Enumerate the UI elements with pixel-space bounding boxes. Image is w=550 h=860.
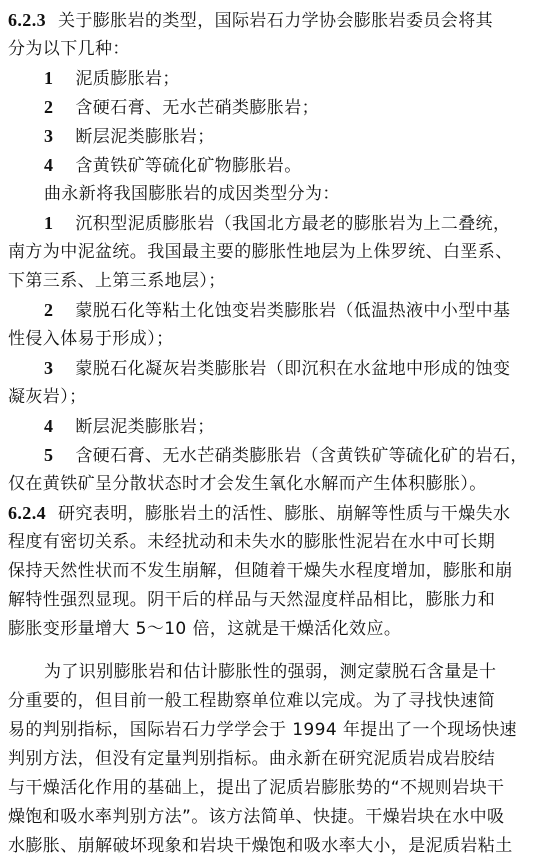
list-item-text: 蒙脱石化凝灰岩类膨胀岩（即沉积在水盆地中形成的蚀变 [75, 359, 511, 379]
section-number: 6.2.3 [8, 10, 46, 30]
list-item [44, 93, 319, 121]
paragraph-text: 膨胀变形量增大 5～10 倍，这就是干燥活化效应。 [8, 619, 402, 639]
list-item [44, 412, 215, 440]
paragraph-line [8, 586, 495, 614]
paragraph-text: 解特性强烈显现。阴干后的样品与天然湿度样品相比，膨胀力和 [8, 590, 496, 610]
list-item [44, 354, 510, 382]
list-item-number: 4 [44, 416, 54, 436]
paragraph-line [8, 745, 495, 773]
list-item-number: 4 [44, 155, 54, 175]
list-item-number: 2 [44, 300, 54, 320]
paragraph-text: 分为以下几种： [8, 39, 130, 59]
paragraph-text: 研究表明，膨胀岩土的活性、膨胀、崩解等性质与干燥失水 [58, 504, 511, 524]
list-item [44, 122, 215, 150]
list-item-number: 5 [44, 445, 54, 465]
list-item-number: 2 [44, 97, 54, 117]
paragraph-line [44, 180, 340, 208]
paragraph-line [8, 35, 130, 63]
paragraph-text: 易的判别指标，国际岩石力学学会于 1994 年提出了一个现场快速 [8, 720, 517, 740]
paragraph-line [8, 267, 226, 295]
paragraph-text: 判别方法，但没有定量判别指标。曲永新在研究泥质岩成岩胶结 [8, 749, 496, 769]
list-item-number: 3 [44, 126, 54, 146]
list-item-number: 1 [44, 68, 54, 88]
paragraph-text: 与干燥活化作用的基础上，提出了泥质岩膨胀势的“不规则岩块干 [8, 778, 505, 798]
paragraph-text: 性侵入体易于形成）； [8, 329, 174, 349]
list-item-text: 蒙脱石化等粘土化蚀变岩类膨胀岩（低温热液中小型中基 [75, 301, 511, 321]
paragraph-text: 水膨胀、崩解破坏现象和岩块干燥饱和吸水率大小，是泥质岩粘土 [8, 836, 513, 856]
paragraph-text: 仅在黄铁矿呈分散状态时才会发生氧化水解而产生体积膨胀）。 [8, 474, 487, 494]
paragraph-line [8, 832, 513, 860]
paragraph-line [8, 687, 495, 715]
list-item-text: 含硬石膏、无水芒硝类膨胀岩； [75, 98, 320, 118]
paragraph-line [8, 615, 401, 643]
list-item-text: 断层泥类膨胀岩； [75, 417, 215, 437]
section-number: 6.2.4 [8, 503, 46, 523]
list-item-number: 1 [44, 213, 54, 233]
paragraph-text: 程度有密切关系。未经扰动和未失水的膨胀性泥岩在水中可长期 [8, 532, 496, 552]
paragraph-line [8, 557, 513, 585]
paragraph-line [8, 470, 487, 498]
paragraph-line [44, 658, 496, 686]
section-6-2-3-heading-line [8, 6, 493, 34]
paragraph-text: 为了识别膨胀岩和估计膨胀性的强弱，测定蒙脱石含量是十 [44, 662, 497, 682]
paragraph-line [8, 716, 517, 744]
paragraph-line [8, 803, 504, 831]
list-item-text: 含黄铁矿等硫化矿物膨胀岩。 [75, 156, 302, 176]
paragraph-text: 关于膨胀岩的类型，国际岩石力学协会膨胀岩委员会将其 [58, 11, 493, 31]
list-item [44, 296, 510, 324]
list-item-text: 沉积型泥质膨胀岩（我国北方最老的膨胀岩为上二叠统， [75, 214, 511, 234]
paragraph-text: 分重要的，但目前一般工程勘察单位难以完成。为了寻找快速简 [8, 691, 496, 711]
paragraph-line [8, 528, 495, 556]
list-item [44, 64, 180, 92]
paragraph-text: 下第三系、上第三系地层）； [8, 271, 226, 291]
paragraph-line [8, 238, 513, 266]
paragraph-line [8, 325, 174, 353]
paragraph-text: 凝灰岩）； [8, 387, 87, 407]
list-item [44, 441, 528, 469]
list-item-text: 含硬石膏、无水芒硝类膨胀岩（含黄铁矿等硫化矿的岩石， [75, 446, 528, 466]
list-item-text: 断层泥类膨胀岩； [75, 127, 215, 147]
list-item [44, 151, 302, 179]
paragraph-line [8, 383, 87, 411]
paragraph-text: 燥饱和吸水率判别方法”。该方法简单、快捷。干燥岩块在水中吸 [8, 807, 505, 827]
paragraph-text: 曲永新将我国膨胀岩的成因类型分为： [44, 184, 340, 204]
list-item-number: 3 [44, 358, 54, 378]
section-6-2-4-heading-line [8, 499, 510, 527]
paragraph-text: 南方为中泥盆统。我国最主要的膨胀性地层为上侏罗统、白垩系、 [8, 242, 513, 262]
paragraph-text: 保持天然性状而不发生崩解，但随着干燥失水程度增加，膨胀和崩 [8, 561, 513, 581]
list-item [44, 209, 510, 237]
list-item-text: 泥质膨胀岩； [75, 69, 180, 89]
paragraph-line [8, 774, 504, 802]
